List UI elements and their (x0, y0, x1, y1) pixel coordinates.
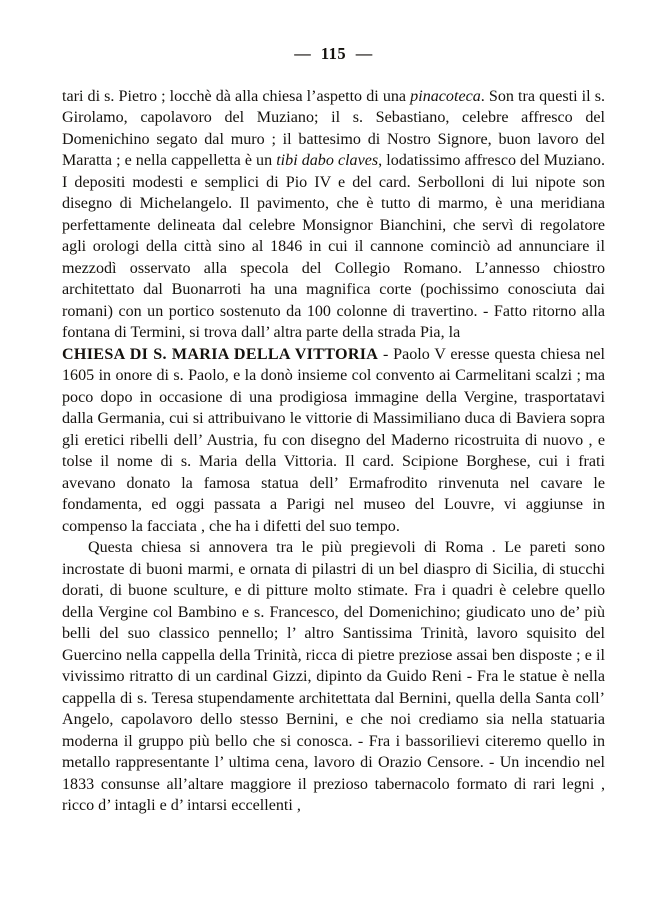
paragraph-3 (62, 537, 605, 816)
paragraph-section-heading (62, 344, 605, 537)
text-run: - Paolo V eresse questa chiesa nel 1605 in onore di s. Paolo, e la donò insieme col convento ai Carmelitani scalzi ; ma poco dopo in occasione di una prodigiosa immagine della Vergine, trasportatavi dalla Germania, cui si attribuivano le vittorie di Massimiliano duca di Baviera sopra gli eretici ribelli dell’ Austria, fu con disegno del Maderno ricostruita di nuovo , e tolse il nome di s. Maria della Vittoria. Il card. Scipione Borghese, cui i frati avevano donato la famosa statua dell’ Ermafrodito rinvenuta nel cavare le fondamenta, ed oggi passata a Parigi nel museo del Louvre, vi aggiunse in compenso la facciata , che ha i difetti del suo tempo. (62, 345, 605, 535)
text-run: , lodatissimo affresco del Muziano. I depositi modesti e semplici di Pio IV e del card. Serbolloni di lui nipote son disegno di Michelangelo. Il pavimento, che è tutto di marmo, è una meridiana perfettamente delineata dal celebre Monsignor Bianchini, che servì di regolatore agli orologi della città sino al 1846 in cui il cannone cominciò ad annunciare il mezzodì osservato alla specola del Collegio Romano. L’annesso chiostro architettato dal Buonarroti ha una magnifica corte (pochissimo conosciuta dai romani) con un portico sostenuto da 100 colonne di travertino. - Fatto ritorno alla fontana di Termini, si trova dall’ altra parte della strada Pia, la (62, 152, 605, 342)
page-number: 115 (320, 44, 347, 63)
text-run: Questa chiesa si annovera tra le più pregievoli di Roma . Le pareti sono incrostate di buoni marmi, e ornata di pilastri di un bel diaspro di Sicilia, di stucchi dorati, di buone sculture, e di pitture molto stimate. Fra i quadri è celebre quello della Vergine col Bambino e s. Francesco, del Domenichino; giudicato uno de’ più belli del suo classico pennello; l’ altro Santissima Trinità, lavoro squisito del Guercino nella cappella della Trinità, ricca di pietre preziose assai ben disposte ; e il vivissimo ritratto di un cardinal Gizzi, dipinto da Guido Reni - Fra le statue è nella cappella di s. Teresa stupendamente architettata dal Bernini, quella della Santa coll’ Angelo, capolavoro dello stesso Bernini, e che noi crediamo sia nella statuaria moderna il gruppo più bello che si conosca. - Fra i bassorilievi citeremo quello in metallo rappresentante l’ ultima cena, lavoro di Orazio Censore. - Un incendio nel 1833 consunse all’altare maggiore il prezioso tabernacolo formato di rari legni , ricco d’ intagli e d’ intarsi eccellenti , (62, 539, 605, 814)
italic-phrase: pinacoteca (410, 88, 481, 105)
header-dash-right: — (355, 44, 373, 63)
page-body (62, 86, 605, 816)
page-number-header (62, 44, 605, 64)
header-dash-left: — (294, 44, 312, 63)
text-run: . Son tra questi il s. Girolamo, capolavoro del Muziano; il s. Sebastiano, celebre affresco del Domenichino segato dal muro ; il battesimo di Nostro Signore, buon lavoro del Maratta ; e nella cappelletta è un (62, 88, 605, 170)
church-section-heading: CHIESA DI S. MARIA DELLA VITTORIA (62, 345, 379, 363)
paragraph-1 (62, 86, 605, 344)
text-run: tari di s. Pietro ; locchè dà alla chiesa l’aspetto di una (62, 88, 411, 105)
italic-phrase: tibi dabo claves (276, 152, 379, 170)
